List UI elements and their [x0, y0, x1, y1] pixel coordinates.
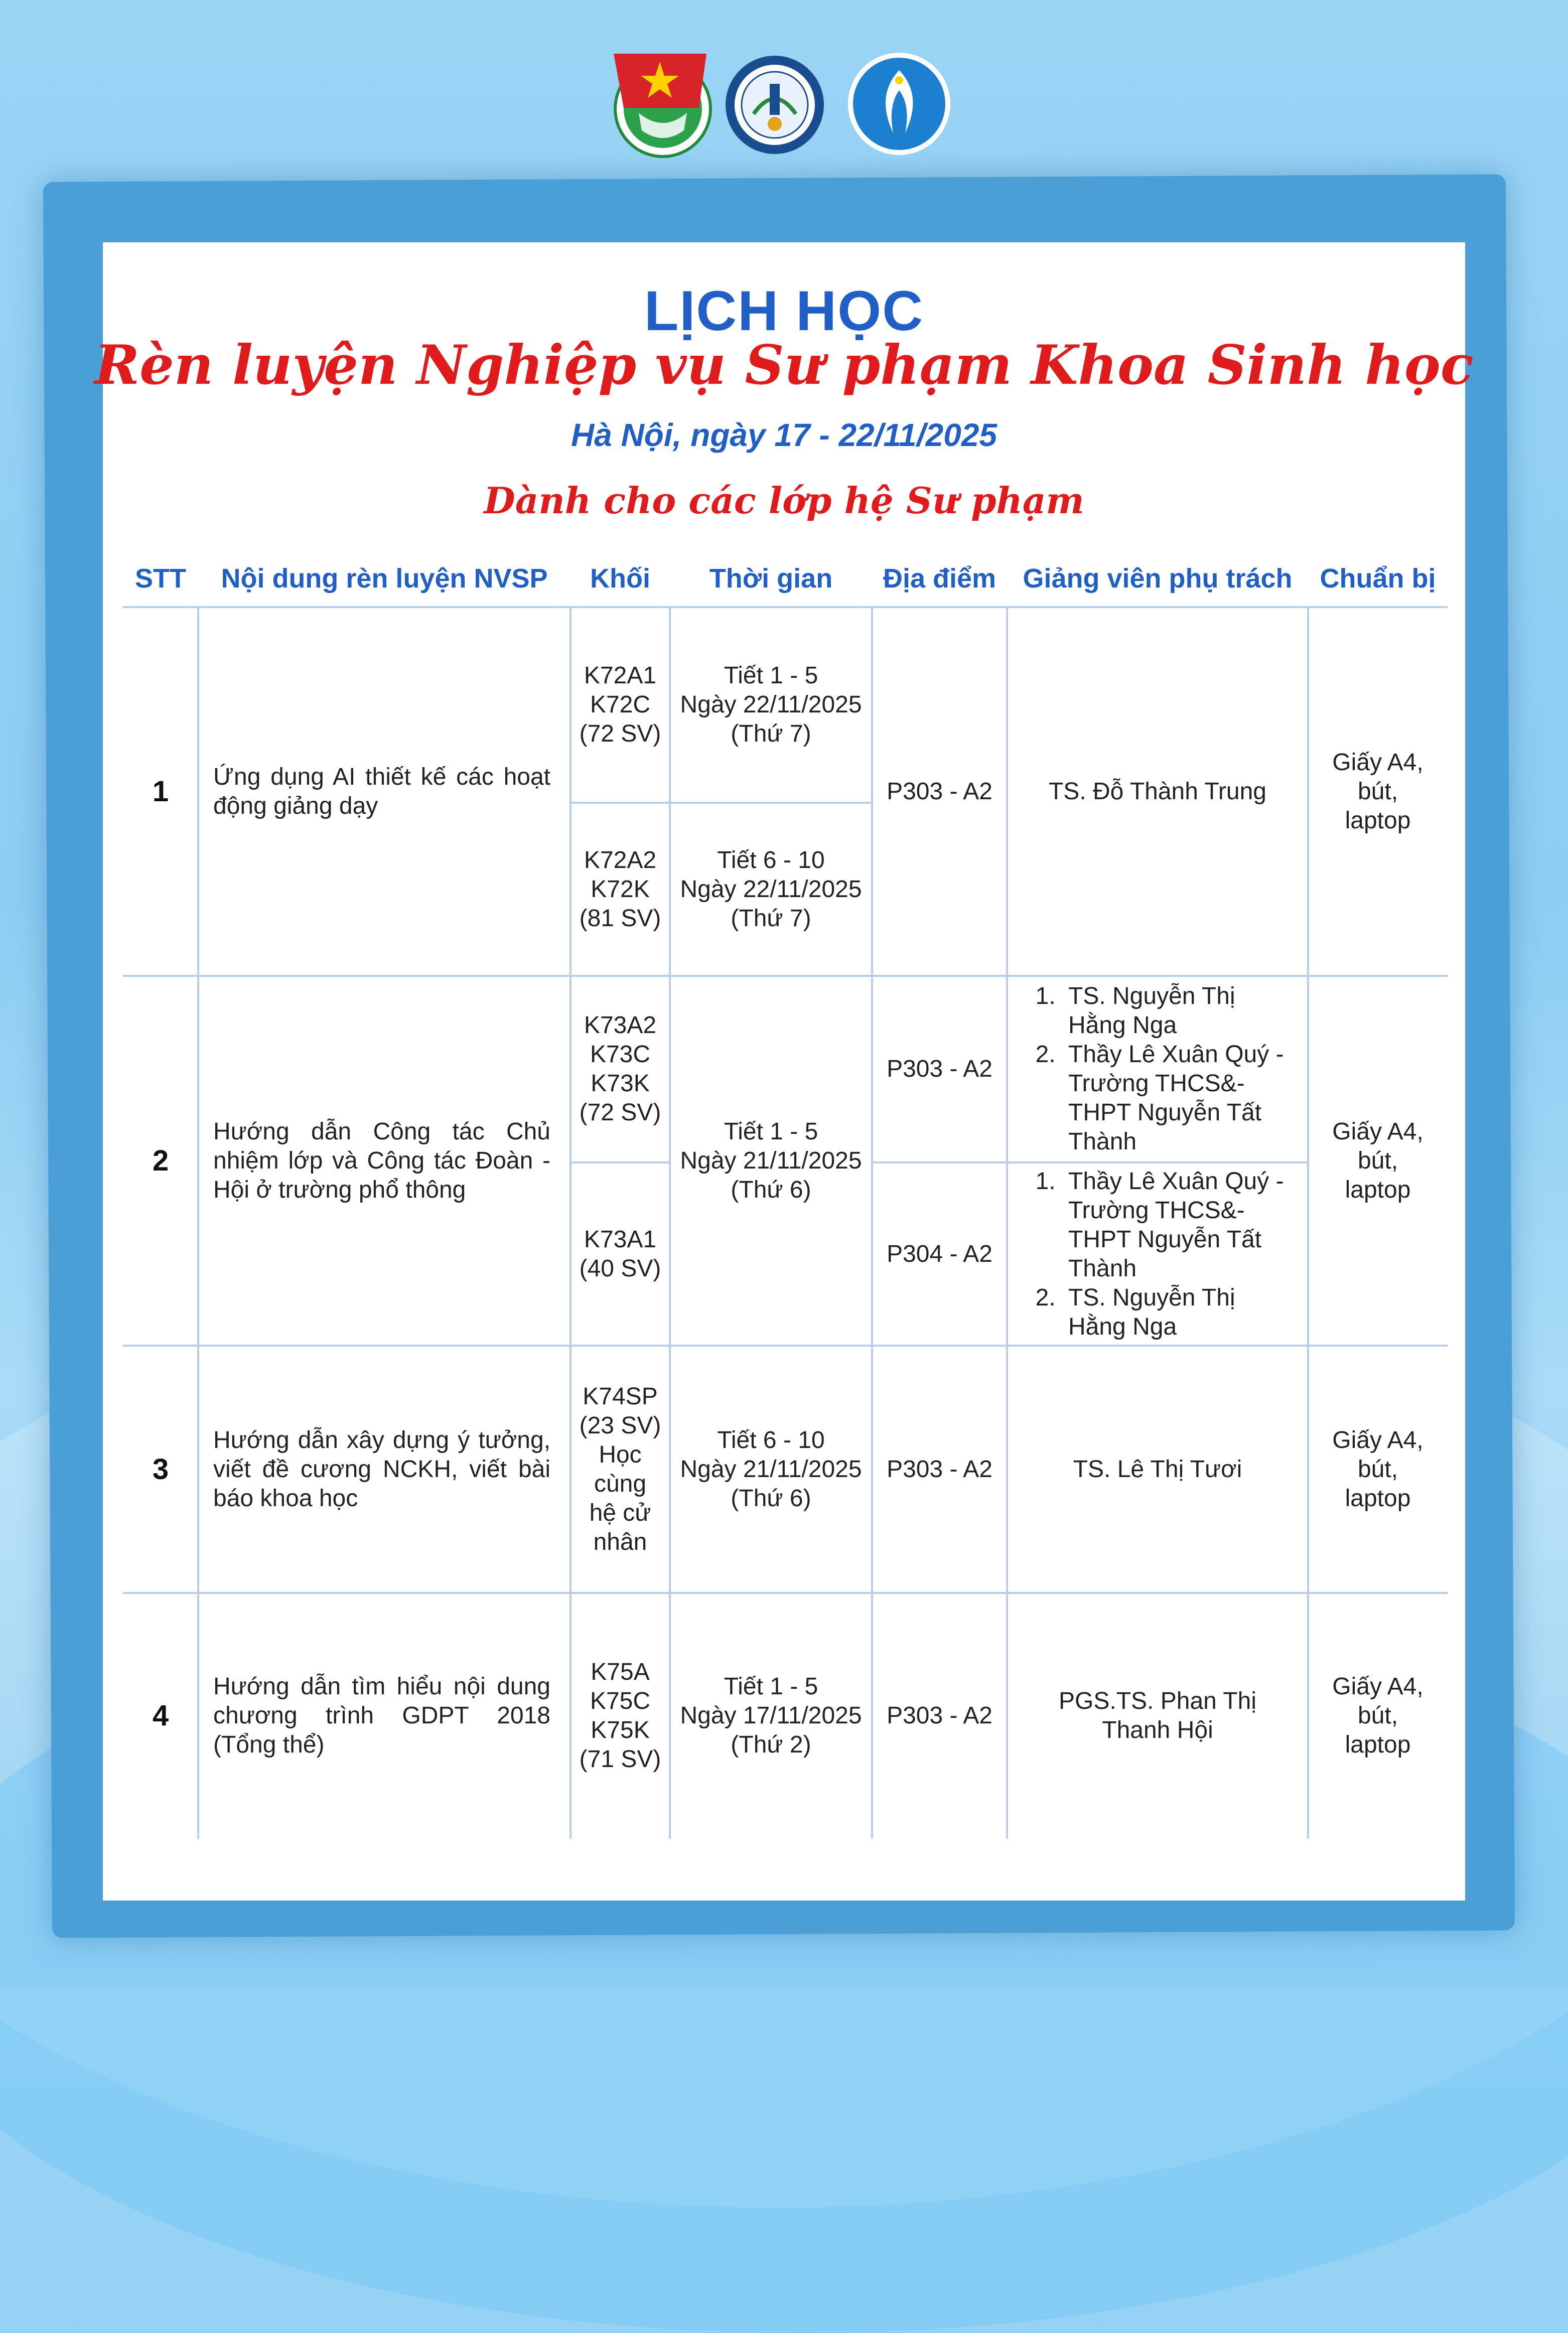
- row-2-lecturers-b: [1007, 1162, 1308, 1346]
- audience-line: Dành cho các lớp hệ Sư phạm: [484, 479, 1084, 522]
- row-4-lecturer: PGS.TS. Phan Thị Thanh Hội: [1059, 1688, 1256, 1743]
- row-3-prep: Giấy A4, bút, laptop: [1332, 1426, 1423, 1512]
- row-4-khoi: K75A K75C K75K (71 SV): [579, 1659, 661, 1773]
- row-1-prep: Giấy A4, bút, laptop: [1332, 749, 1423, 834]
- hoi-sinh-vien-logo: [845, 50, 953, 158]
- lecturer-item: 1. TS. Nguyễn Thị Hằng Nga: [1062, 982, 1293, 1040]
- lecturer-item: 2. Thầy Lê Xuân Quý - Trường THCS&-THPT Nguyễn Tất Thành: [1062, 1040, 1293, 1156]
- row-1-khoi-a: K72A1 K72C (72 SV): [579, 662, 661, 747]
- header-chuan-bi: Chuẩn bị: [1320, 563, 1436, 594]
- header-stt: STT: [135, 563, 186, 594]
- row-4-stt: 4: [152, 1699, 169, 1732]
- row-2-place-a: P303 - A2: [887, 1056, 992, 1082]
- row-3-stt: 3: [152, 1452, 169, 1486]
- row-1-khoi-b: K72A2 K72K (81 SV): [579, 846, 661, 932]
- row-2-place-b: P304 - A2: [887, 1240, 992, 1267]
- row-3-lecturer: TS. Lê Thị Tươi: [1073, 1455, 1242, 1483]
- row-3-content: Hướng dẫn xây dựng ý tưởng, viết đề cương NCKH, viết bài báo khoa học: [213, 1426, 550, 1512]
- row-4-content: Hướng dẫn tìm hiểu nội dung chương trình GDPT 2018 (Tổng thể): [213, 1673, 550, 1758]
- row-2-prep: Giấy A4, bút, laptop: [1332, 1118, 1423, 1203]
- row-2-content: Hướng dẫn Công tác Chủ nhiệm lớp và Công tác Đoàn - Hội ở trường phổ thông: [213, 1118, 550, 1203]
- lecturer-item: 2. TS. Nguyễn Thị Hằng Nga: [1062, 1283, 1293, 1342]
- row-3-time: Tiết 6 - 10 Ngày 21/11/2025 (Thứ 6): [680, 1426, 862, 1512]
- row-2-khoi-b: K73A1 (40 SV): [579, 1226, 661, 1282]
- row-3-khoi: K74SP (23 SV) Học cùng hệ cử nhân: [579, 1383, 661, 1555]
- row-2-time: Tiết 1 - 5 Ngày 21/11/2025 (Thứ 6): [680, 1118, 862, 1203]
- header-noi-dung: Nội dung rèn luyện NVSP: [221, 563, 548, 594]
- row-2-lecturers-a: [1007, 976, 1308, 1162]
- row-4-time: Tiết 1 - 5 Ngày 17/11/2025 (Thứ 2): [680, 1673, 862, 1758]
- header-khoi: Khối: [590, 563, 650, 594]
- page-title: LỊCH HỌC: [644, 279, 924, 342]
- header-thoi-gian: Thời gian: [709, 563, 833, 594]
- doan-thanh-nien-logo: [604, 48, 719, 163]
- faculty-of-biology-logo: [724, 54, 826, 157]
- header-giang-vien: Giảng viên phụ trách: [1023, 563, 1293, 594]
- lecturer-item: 1. Thầy Lê Xuân Quý - Trường THCS&-THPT Nguyễn Tất Thành: [1062, 1167, 1293, 1283]
- page-subtitle: Rèn luyện Nghiệp vụ Sư phạm Khoa Sinh học: [94, 334, 1474, 397]
- row-1-place: P303 - A2: [887, 778, 992, 805]
- row-2-khoi-a: K73A2 K73C K73K (72 SV): [579, 1012, 661, 1126]
- row-1-time-b: Tiết 6 - 10 Ngày 22/11/2025 (Thứ 7): [680, 846, 862, 932]
- logo-row: [0, 48, 1568, 163]
- row-1-time-a: Tiết 1 - 5 Ngày 22/11/2025 (Thứ 7): [680, 662, 862, 747]
- row-1-lecturer: TS. Đỗ Thành Trung: [1048, 778, 1266, 805]
- date-line: Hà Nội, ngày 17 - 22/11/2025: [571, 417, 997, 453]
- header-dia-diem: Địa điểm: [883, 563, 996, 594]
- row-4-prep: Giấy A4, bút, laptop: [1332, 1673, 1423, 1758]
- row-4-place: P303 - A2: [887, 1702, 992, 1729]
- row-1-content: Ứng dụng AI thiết kế các hoạt động giảng dạy: [213, 763, 550, 819]
- row-2-stt: 2: [152, 1144, 169, 1177]
- row-3-place: P303 - A2: [887, 1455, 992, 1483]
- row-1-stt: 1: [152, 775, 169, 808]
